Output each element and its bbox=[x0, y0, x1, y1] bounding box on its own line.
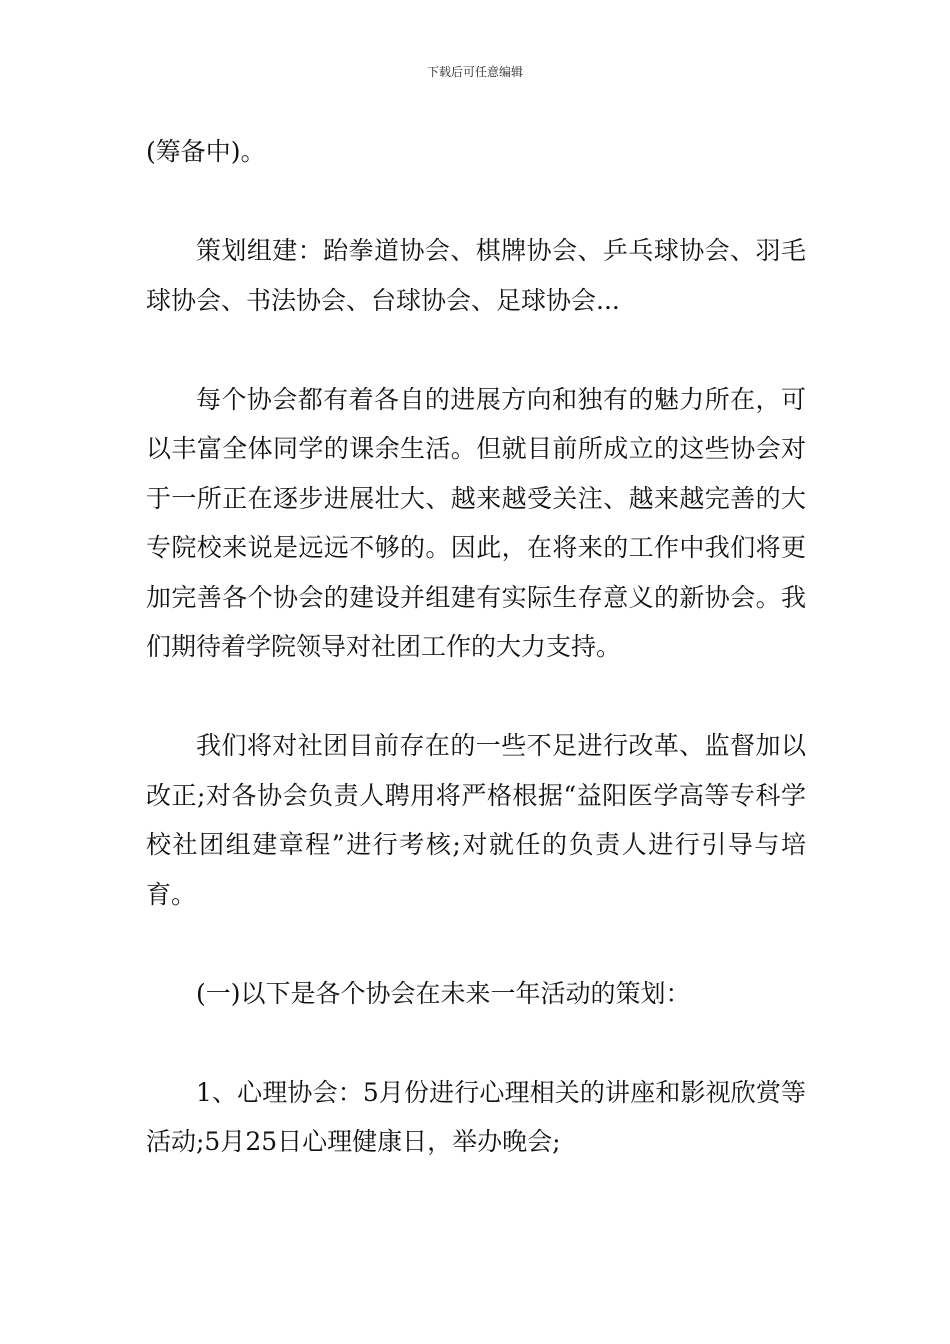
paragraph-planned-associations: 策划组建：跆拳道协会、棋牌协会、乒乓球协会、羽毛球协会、书法协会、台球协会、足球协会... bbox=[146, 236, 806, 315]
paragraph-gap bbox=[146, 672, 806, 722]
paragraph-section-heading: (一)以下是各个协会在未来一年活动的策划： bbox=[196, 978, 691, 1008]
paragraph-gap bbox=[146, 325, 806, 375]
document-body bbox=[146, 127, 806, 1167]
paragraph-gap bbox=[146, 1018, 806, 1068]
paragraph-gap bbox=[146, 919, 806, 969]
paragraph-gap bbox=[146, 177, 806, 227]
paragraph-reform-plan: 我们将对社团目前存在的一些不足进行改革、监督加以改正;对各协会负责人聘用将严格根据“益阳医学高等专科学校社团组建章程”进行考核;对就任的负责人进行引导与培育。 bbox=[146, 731, 806, 909]
paragraph-association-value: 每个协会都有着各自的进展方向和独有的魅力所在，可以丰富全体同学的课余生活。但就目前所成立的这些协会对于一所正在逐步进展壮大、越来越受关注、越来越完善的大专院校来说是远远不够的。因此，在将来的工作中我们将更加完善各个协会的建设并组建有实际生存意义的新协会。我们期待着学院领导对社团工作的大力支持。 bbox=[146, 384, 806, 661]
page-header: 下载后可任意编辑 bbox=[426, 65, 523, 79]
paragraph-continuation: (筹备中)。 bbox=[146, 137, 266, 166]
paragraph-psychology-association: 1、心理协会：5月份进行心理相关的讲座和影视欣赏等活动;5月25日心理健康日，举办晚会; bbox=[146, 1077, 806, 1156]
